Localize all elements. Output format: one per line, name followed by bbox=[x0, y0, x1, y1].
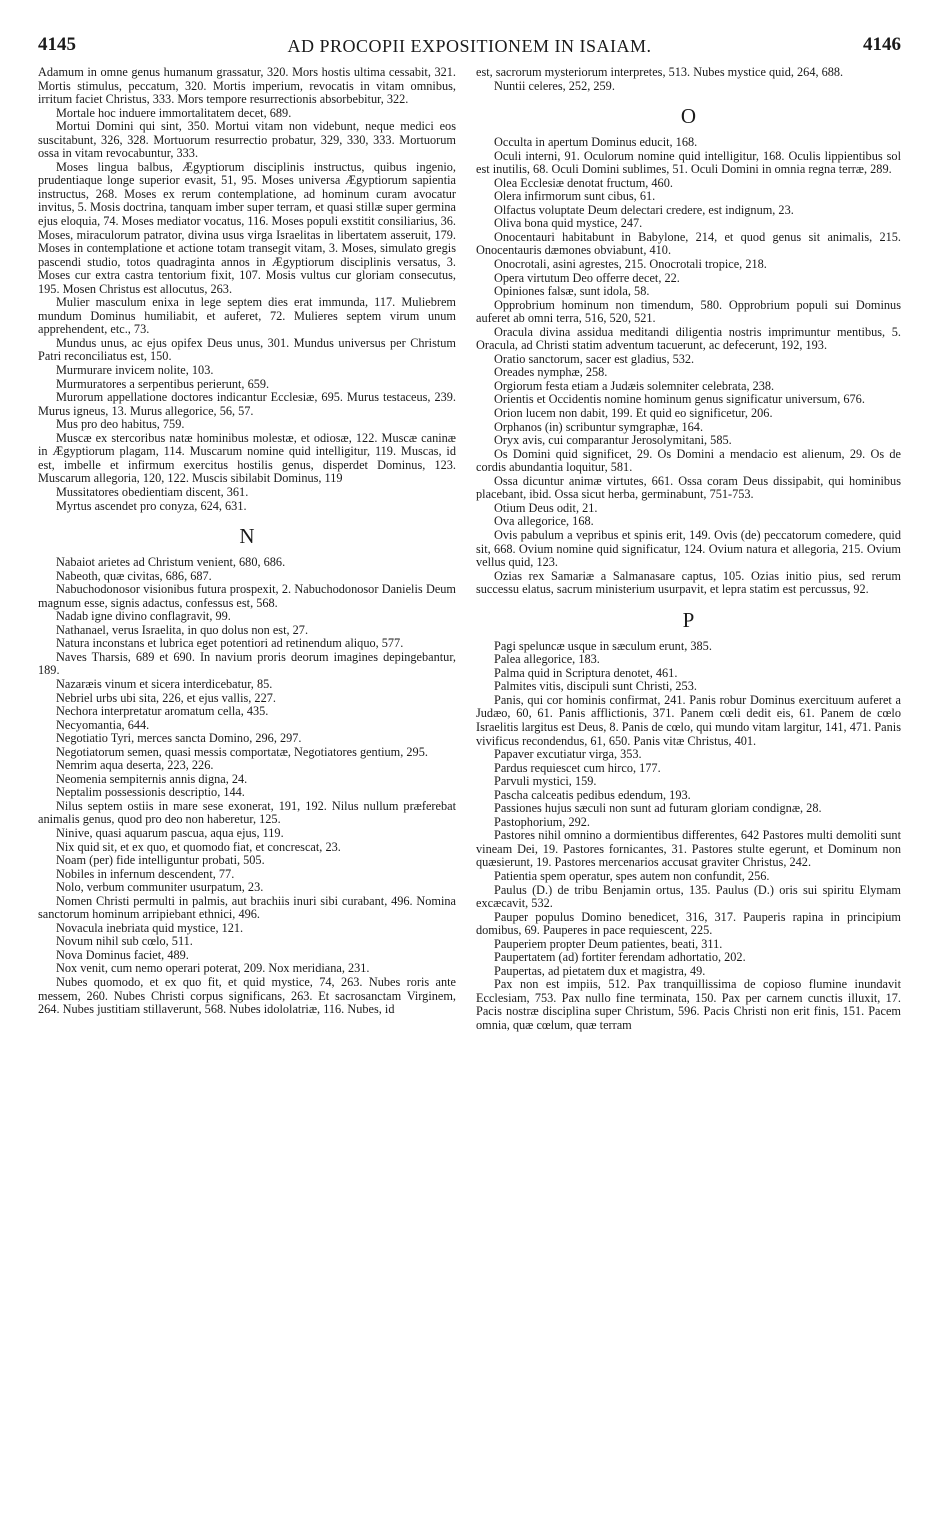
index-entry: Palma quid in Scriptura denotet, 461. bbox=[494, 665, 678, 680]
index-entry: Orgiorum festa etiam a Judæis solemniter celebrata, 238. bbox=[494, 378, 775, 393]
index-entry: Ozias rex Samariæ a Salmanasare captus, 105. Ozias initio pius, sed rerum successu elatus, sacrum ministerium usurpavit, et lepra statim est percussus, 92. bbox=[476, 568, 901, 597]
index-entry: Negotiatio Tyri, merces sancta Domino, 296, 297. bbox=[56, 731, 302, 746]
index-entry: Ova allegorice, 168. bbox=[494, 514, 594, 529]
index-entry: Panis, qui cor hominis confirmat, 241. Panis robur Dominus exercituum auferet a Judæo, 60, 61. Panis afflictionis, 371. Panem cœli dedit eis, 61. Panem de cœlo Israelitis largitus est Deus, 8. Panis de cœlo, qui mundo vitam largitur, 141, 471. Panis vivificus recondendus, 61, 650. Panis vitæ Christus, 401. bbox=[476, 692, 901, 748]
entries-o bbox=[476, 136, 901, 597]
index-entry: Neptalim possessionis descriptio, 144. bbox=[56, 785, 245, 800]
index-entry: Passiones hujus sæculi non sunt ad futuram gloriam condignæ, 28. bbox=[494, 801, 822, 816]
index-entry: Oratio sanctorum, sacer est gladius, 532. bbox=[494, 351, 695, 366]
index-entry: Mortui Domini qui sint, 350. Mortui vitam non videbunt, neque medici eos suscitabunt, 326, 328. Mortuorum resurrectio probatur, 329, 330, 333. Mortuorum ossa in vitam revocabuntur, 333. bbox=[38, 119, 456, 161]
index-entry: Natura inconstans et lubrica eget potentiori ad retinendum aliquo, 577. bbox=[56, 636, 404, 651]
index-entry: Oculi interni, 91. Oculorum nomine quid intelligitur, 168. Oculis lippientibus sol est inutilis, 68. Oculi Domini sublimes, 51. Oculi Domini in omnia regna terræ, 289. bbox=[476, 148, 901, 177]
index-entry: Neomenia sempiternis annis digna, 24. bbox=[56, 771, 248, 786]
index-entry: Nova Dominus faciet, 489. bbox=[56, 947, 189, 962]
index-entry: Noam (per) fide intelliguntur probati, 505. bbox=[56, 853, 265, 868]
index-entry: Oryx avis, cui comparantur Jerosolymitani, 585. bbox=[494, 433, 732, 448]
index-entry: Pardus requiescet cum hirco, 177. bbox=[494, 760, 661, 775]
index-entry: Pauperiem propter Deum patientes, beati, 311. bbox=[494, 936, 723, 951]
index-entry: Novum nihil sub cœlo, 511. bbox=[56, 934, 193, 949]
index-entry: Nabaiot arietes ad Christum venient, 680, 686. bbox=[56, 555, 286, 570]
index-entry: Mus pro deo habitus, 759. bbox=[56, 417, 185, 432]
index-entry: Nebriel urbs ubi sita, 226, et ejus vallis, 227. bbox=[56, 690, 276, 705]
index-entry: Pastophorium, 292. bbox=[494, 814, 590, 829]
index-entry: Mussitatores obedientiam discent, 361. bbox=[56, 484, 249, 499]
index-entry: Nubes quomodo, et ex quo fit, et quid mystice, 74, 263. Nubes roris ante messem, 260. Nubes Christi corpus significans, 263. Et sacrosanctam Virginem, 264. Nubes justitiam stillaverunt, 568. Nubes idololatriæ, 116. Nubes, id bbox=[38, 975, 456, 1017]
index-entry: Parvuli mystici, 159. bbox=[494, 774, 597, 789]
index-entry: Orphanos (in) scribuntur symgraphæ, 164. bbox=[494, 419, 704, 434]
index-entry: Nolo, verbum communiter usurpatum, 23. bbox=[56, 880, 264, 895]
index-entry: Ovis pabulum a vepribus et spinis erit, 149. Ovis (de) peccatorum comedere, quid sit, 668. Ovium nomine quid significatur, 124. Ovium natura et allegoria, 215. Ovium vellus quid, 123. bbox=[476, 527, 901, 570]
entries-n-continued bbox=[476, 66, 901, 93]
index-entry: Paulus (D.) de tribu Benjamin ortus, 135. Paulus (D.) oris sui spiritu Elymam excæcavit, 532. bbox=[476, 882, 901, 911]
index-entry: Papaver excutiatur virga, 353. bbox=[494, 747, 642, 762]
index-entry: Nadab igne divino conflagravit, 99. bbox=[56, 609, 231, 624]
index-entry: Novacula inebriata quid mystice, 121. bbox=[56, 920, 244, 935]
index-entry: Adamum in omne genus humanum grassatur, 320. Mors hostis ultima cessabit, 321. Mortis stimulus, peccatum, 320. Mortis imperium, revocatis in vitam omnibus, irritum faciet Christus, 333. Mors tempore resurrectionis absorbebitur, 322. bbox=[38, 65, 456, 107]
index-entry: Pascha calceatis pedibus edendum, 193. bbox=[494, 787, 691, 802]
entries-p bbox=[476, 640, 901, 1033]
section-letter-o: O bbox=[680, 104, 697, 129]
index-entry: Nazaræis vinum et sicera interdicebatur, 85. bbox=[56, 676, 273, 691]
running-title: AD PROCOPII EXPOSITIONEM IN ISAIAM. bbox=[287, 36, 652, 56]
index-entry: Murmuratores a serpentibus perierunt, 659. bbox=[56, 376, 270, 391]
index-entry: Ninive, quasi aquarum pascua, aqua ejus, 119. bbox=[56, 825, 284, 840]
index-entry: Patientia spem operatur, spes autem non confundit, 256. bbox=[494, 868, 770, 883]
section-letter-n: N bbox=[239, 524, 255, 549]
index-entry: Mundus unus, ac ejus opifex Deus unus, 301. Mundus universus per Christum Patri reconciliatus est, 150. bbox=[38, 335, 456, 364]
index-entry: Nemrim aqua deserta, 223, 226. bbox=[56, 758, 214, 773]
index-entry: Nomen Christi permulti in palmis, aut brachiis inuri sibi curabant, 496. Nomina sanctorum hominum arripiebant ethnici, 496. bbox=[38, 893, 456, 922]
index-entry: Ossa dicuntur animæ virtutes, 661. Ossa coram Deus dissipabit, qui hominibus placebant, ibid. Ossa sicut herba, germinabunt, 751-753. bbox=[476, 473, 901, 502]
index-entry: Orientis et Occidentis nomine hominum genus significatur universum, 676. bbox=[494, 392, 865, 407]
index-entry: Pastores nihil omnino a dormientibus differentes, 642 Pastores multi demoliti sunt vineam Dei, 19. Pastores fornicantes, 31. Pastores stulte egerunt, et Dominum non quæsierunt, 19. Pastores mercenarios accusat graviter Christus, 242. bbox=[476, 828, 901, 870]
index-entry: est, sacrorum mysteriorum interpretes, 513. Nubes mystice quid, 264, 688. bbox=[476, 65, 844, 79]
index-entry: Os Domini quid significet, 29. Os Domini a mendacio est alienum, 29. Os de cordis abundantia loquitur, 581. bbox=[476, 446, 901, 475]
index-entry: Moses lingua balbus, Ægyptiorum disciplinis instructus, quibus ingenio, prudentiaque longe superior evasit, 51, 95. Moses universa Ægyptiorum sapientia instructus, 268. Moses ex rerum contemplatione, ad hominum curam avocatur invitus, 5. Mosis doctrina, tanquam imber super terram, et quasi stillæ super germina ejus eloquia, 74. Moses mediator vocatus, 116. Moses populi exstitit consiliarius, 36. Moses, miraculorum patrator, divina usus virga Israelitas in libertatem asseruit, 179. Moses in contemplatione et actione totam transegit vitam, 3. Moses, simulato gregis pascendi studio, totos quadraginta annos in Ægyptiorum disciplinis versatus, 3. Moses cur extra castra tentorium fixit, 107. Mosis vultus cur gloriam consecutus, 195. Mosen Christus est allocutus, 263. bbox=[38, 159, 456, 296]
page-number-right: 4146 bbox=[863, 34, 901, 55]
index-entry: Nix quid sit, et ex quo, et quomodo fiat, et concrescat, 23. bbox=[56, 839, 341, 854]
page-number-left: 4145 bbox=[38, 34, 76, 55]
index-entry: Pax non est impiis, 512. Pax tranquillissima de copioso flumine inundavit Ecclesiam, 753. Pax nullo fine terminata, 150. Pax per carnem cunctis illuxit, 17. Pacis nostræ disciplina super Christum, 596. Pacis Christi non erit finis, 151. Pacem omnia, quæ cœlum, quæ terram bbox=[476, 977, 901, 1032]
right-column bbox=[476, 66, 901, 1033]
index-entry: Oreades nymphæ, 258. bbox=[494, 365, 608, 380]
section-letter-p: P bbox=[682, 607, 695, 632]
entries-m-continued bbox=[38, 66, 456, 513]
index-entry: Negotiatorum semen, quasi messis comportatæ, Negotiatores gentium, 295. bbox=[56, 744, 428, 759]
index-entry: Murorum appellatione doctores indicantur Ecclesiæ, 695. Murus testaceus, 239. Murus igneus, 13. Murus allegorice, 56, 57. bbox=[38, 390, 456, 418]
index-entry: Mortale hoc induere immortalitatem decet, 689. bbox=[56, 105, 292, 120]
index-entry: Nobiles in infernum descendent, 77. bbox=[56, 866, 235, 881]
index-entry: Paupertatem (ad) fortiter ferendam adhortatio, 202. bbox=[494, 950, 746, 965]
index-entry: Nathanael, verus Israelita, in quo dolus non est, 27. bbox=[56, 622, 309, 637]
page-header bbox=[38, 34, 901, 64]
index-entry: Naves Tharsis, 689 et 690. In navium proris deorum imagines depingebantur, 189. bbox=[38, 649, 456, 678]
index-entry: Olea Ecclesiæ denotat fructum, 460. bbox=[494, 175, 673, 190]
index-entry: Pauper populus Domino benedicet, 316, 317. Pauperis rapina in principium domibus, 69. Pauperes in pace requiescent, 225. bbox=[476, 909, 901, 938]
index-entry: Olfactus voluptate Deum delectari credere, est indignum, 23. bbox=[494, 202, 794, 217]
index-entry: Murmurare invicem nolite, 103. bbox=[56, 363, 214, 378]
left-column bbox=[38, 66, 456, 1017]
index-entry: Nechora interpretatur aromatum cella, 435. bbox=[56, 704, 269, 719]
index-entry: Opera virtutum Deo offerre decet, 22. bbox=[494, 270, 680, 285]
index-entry: Nuntii celeres, 252, 259. bbox=[494, 78, 615, 93]
index-entry: Oracula divina assidua meditandi diligentia nostris imprimuntur mentibus, 5. Oracula, ad Christi statim adventum tacuerunt, ac defecerunt, 192, 193. bbox=[476, 324, 901, 353]
index-entry: Myrtus ascendet pro conyza, 624, 631. bbox=[56, 498, 247, 513]
index-entry: Onocrotali, asini agrestes, 215. Onocrotali tropice, 218. bbox=[494, 257, 767, 272]
index-entry: Mulier masculum enixa in lege septem dies erat immunda, 117. Muliebrem mundum Dominus humiliabit, et auferet, 72. Mulieres septem virum unum apprehendent, etc., 73. bbox=[38, 295, 456, 337]
index-entry: Palmites vitis, discipuli sunt Christi, 253. bbox=[494, 679, 697, 694]
index-entry: Nilus septem ostiis in mare sese exonerat, 191, 192. Nilus nullum præferebat animalis genus, quod pro deo non haberetur, 125. bbox=[38, 798, 456, 827]
index-entry: Orion lucem non dabit, 199. Et quid eo significetur, 206. bbox=[494, 406, 773, 421]
index-entry: Necyomantia, 644. bbox=[56, 717, 150, 732]
index-entry: Nabuchodonosor visionibus futura prospexit, 2. Nabuchodonosor Danielis Deum magnum esse, signis adactus, confessus est, 568. bbox=[38, 582, 456, 610]
index-entry: Opiniones falsæ, sunt idola, 58. bbox=[494, 284, 650, 299]
index-entry: Nabeoth, quæ civitas, 686, 687. bbox=[56, 568, 212, 583]
index-entry: Opprobrium hominum non timendum, 580. Opprobrium populi sui Dominus auferet ab omni terra, 516, 520, 521. bbox=[476, 297, 901, 326]
entries-n bbox=[38, 556, 456, 1017]
index-entry: Onocentauri habitabunt in Babylone, 214, et quod genus sit animalis, 215. Onocentauris dæmones obviabunt, 410. bbox=[476, 229, 901, 258]
index-entry: Pagi speluncæ usque in sæculum erunt, 385. bbox=[494, 638, 712, 653]
index-entry: Paupertas, ad pietatem dux et magistra, 49. bbox=[494, 963, 706, 978]
index-entry: Nox venit, cum nemo operari poterat, 209. Nox meridiana, 231. bbox=[56, 961, 370, 976]
index-entry: Palea allegorice, 183. bbox=[494, 652, 600, 667]
index-entry: Otium Deus odit, 21. bbox=[494, 500, 598, 515]
index-entry: Olera infirmorum sunt cibus, 61. bbox=[494, 189, 656, 204]
index-entry: Oliva bona quid mystice, 247. bbox=[494, 216, 643, 231]
index-entry: Occulta in apertum Dominus educit, 168. bbox=[494, 135, 698, 150]
index-entry: Muscæ ex stercoribus natæ hominibus molestæ, et odiosæ, 122. Muscæ caninæ in Ægyptiorum plagam, 114. Muscarum nomine quid intelligitur, 119. Muscas, id est, imbelle et infirmum exercitus hostilis genus, disperdet Dominus, 123. Muscarum allegoria, 120, 122. Muscis sibilabit Dominus, 119 bbox=[38, 430, 456, 486]
